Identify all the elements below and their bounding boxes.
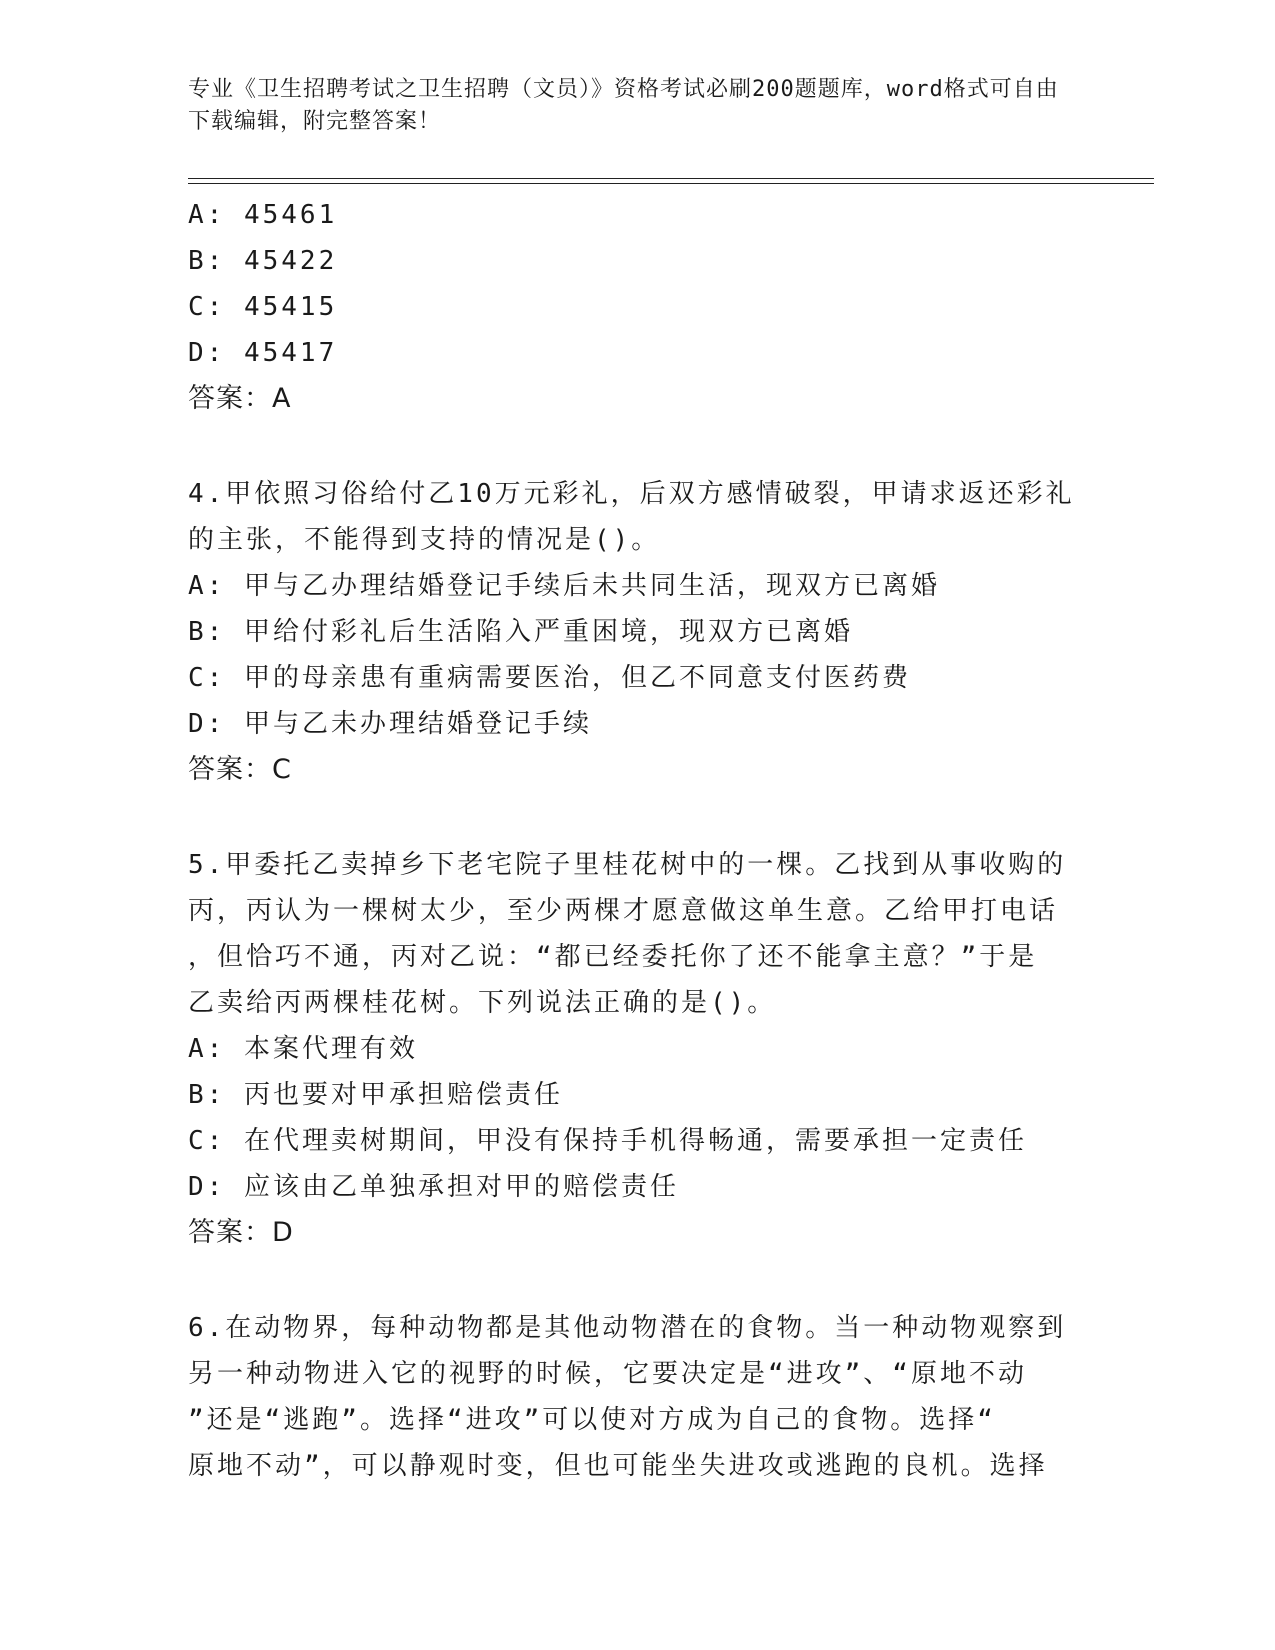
header-rule-bottom <box>188 183 1154 184</box>
question-5-block <box>188 842 1088 1256</box>
question-text-line: 5.甲委托乙卖掉乡下老宅院子里桂花树中的一棵。乙找到从事收购的 <box>188 850 1067 880</box>
answer-line: 答案：C <box>188 754 292 785</box>
document-header <box>188 74 1068 138</box>
question-text-line: 原地不动”，可以静观时变，但也可能坐失进攻或逃跑的良机。选择 <box>188 1451 1048 1481</box>
question-6-block <box>188 1305 1088 1489</box>
option-a: A: 45461 <box>188 200 338 230</box>
option-b: B: 45422 <box>188 246 338 276</box>
question-text-line: 乙卖给丙两棵桂花树。下列说法正确的是()。 <box>188 988 777 1018</box>
question-text-line: ，但恰巧不通，丙对乙说：“都已经委托你了还不能拿主意？”于是 <box>188 942 1038 972</box>
option-c: C: 甲的母亲患有重病需要医治，但乙不同意支付医药费 <box>188 663 911 693</box>
question-content <box>188 192 1088 1489</box>
answer-line: 答案：D <box>188 1217 294 1248</box>
option-d: D: 45417 <box>188 338 338 368</box>
question-4-block <box>188 471 1088 793</box>
answer-line: 答案：A <box>188 383 292 414</box>
option-b: B: 丙也要对甲承担赔偿责任 <box>188 1080 563 1110</box>
question-text-line: 4.甲依照习俗给付乙10万元彩礼，后双方感情破裂，甲请求返还彩礼 <box>188 479 1075 509</box>
option-c: C: 45415 <box>188 292 338 322</box>
option-c: C: 在代理卖树期间，甲没有保持手机得畅通，需要承担一定责任 <box>188 1126 1027 1156</box>
question-text-line: 的主张，不能得到支持的情况是()。 <box>188 525 661 555</box>
question-text-line: ”还是“逃跑”。选择“进攻”可以使对方成为自己的食物。选择“ <box>188 1405 996 1435</box>
document-title: 专业《卫生招聘考试之卫生招聘（文员）》资格考试必刷200题题库，word格式可自由下载编辑，附完整答案！ <box>188 77 1059 134</box>
option-d: D: 应该由乙单独承担对甲的赔偿责任 <box>188 1172 679 1202</box>
option-a: A: 甲与乙办理结婚登记手续后未共同生活，现双方已离婚 <box>188 571 940 601</box>
question-3-block <box>188 192 1088 422</box>
question-text-line: 丙，丙认为一棵树太少，至少两棵才愿意做这单生意。乙给甲打电话 <box>188 896 1059 926</box>
option-a: A: 本案代理有效 <box>188 1034 418 1064</box>
question-text-line: 6.在动物界，每种动物都是其他动物潜在的食物。当一种动物观察到 <box>188 1313 1067 1343</box>
question-text-line: 另一种动物进入它的视野的时候，它要决定是“进攻”、“原地不动 <box>188 1359 1027 1389</box>
option-b: B: 甲给付彩礼后生活陷入严重困境，现双方已离婚 <box>188 617 853 647</box>
option-d: D: 甲与乙未办理结婚登记手续 <box>188 709 592 739</box>
header-rule-top <box>188 178 1154 179</box>
